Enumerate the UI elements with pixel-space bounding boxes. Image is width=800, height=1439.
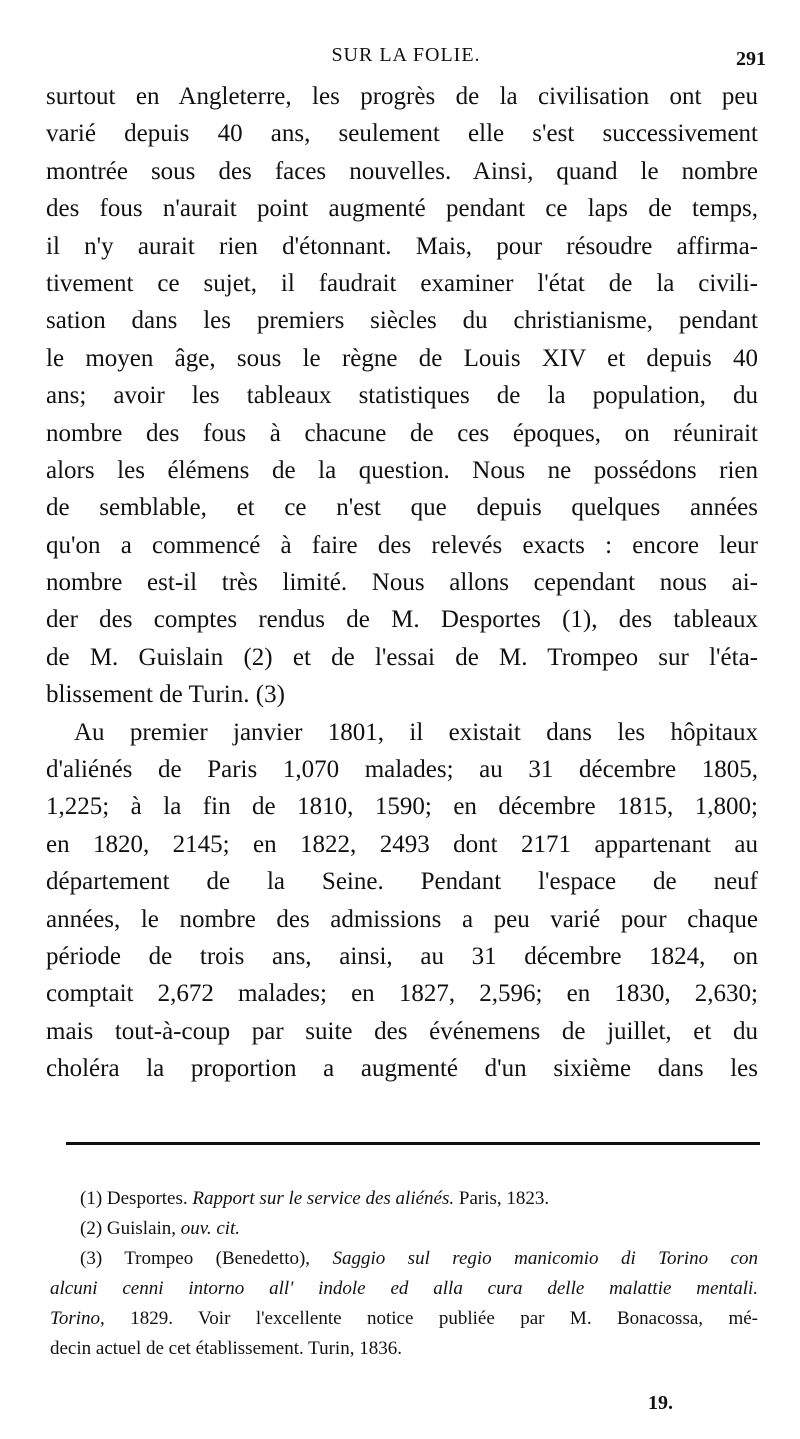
footnote-3-cont	[50, 1334, 758, 1364]
footnote-text: (3) Trompeo (Benedetto),	[80, 1248, 333, 1269]
footnotes	[50, 1184, 758, 1364]
text-line: comptait 2,672 malades; en 1827, 2,596; en 1830, 2,630;	[46, 980, 758, 1008]
footnote-title: ouv. cit.	[180, 1218, 241, 1239]
text-line: Au premier janvier 1801, il existait dans les hôpitaux	[74, 718, 758, 746]
text-line: qu'on a commencé à faire des relevés exacts : encore leur	[46, 531, 758, 559]
footnote-divider	[66, 1142, 760, 1145]
text-line: montrée sous des faces nouvelles. Ainsi, quand le nombre	[46, 157, 758, 185]
footnote-text: Paris, 1823.	[454, 1188, 550, 1209]
footnote-3	[50, 1244, 758, 1274]
text-line: ans; avoir les tableaux statistiques de la population, du	[46, 382, 758, 410]
footnote-title: alcuni cenni intorno all' indole ed alla cura delle malattie mentali.	[50, 1278, 758, 1299]
footnote-title: Saggio sul regio manicomio di Torino con	[332, 1248, 758, 1269]
text-line: surtout en Angleterre, les progrès de la civilisation ont peu	[46, 83, 758, 110]
text-line: période de trois ans, ainsi, au 31 décembre 1824, on	[46, 942, 758, 970]
text-line: de semblable, et ce n'est que depuis quelques années	[46, 494, 758, 522]
text-line: alors les élémens de la question. Nous ne possédons rien	[46, 456, 758, 484]
text-line: département de la Seine. Pendant l'espace de neuf	[46, 868, 758, 896]
footnote-text: decin actuel de cet établissement. Turin, 1836.	[50, 1338, 402, 1359]
running-head	[46, 44, 766, 74]
text-line: tivement ce sujet, il faudrait examiner l'état de la civili-	[46, 269, 758, 297]
text-line: nombre des fous à chacune de ces époques, on réunirait	[46, 419, 758, 447]
footnote-3-cont	[50, 1304, 758, 1334]
text-line: des fous n'aurait point augmenté pendant ce laps de temps,	[46, 195, 758, 223]
text-line: blissement de Turin. (3)	[46, 681, 285, 709]
footnote-text: , 1829. Voir l'excellente notice publiée par M. Bonacossa, mé-	[100, 1308, 758, 1329]
body-text	[46, 78, 758, 1088]
text-line: der des comptes rendus de M. Desportes (1), des tableaux	[46, 606, 758, 634]
text-line: nombre est-il très limité. Nous allons cependant nous ai-	[46, 569, 758, 597]
text-line: de M. Guislain (2) et de l'essai de M. Trompeo sur l'éta-	[46, 643, 758, 671]
text-line: d'aliénés de Paris 1,070 malades; au 31 décembre 1805,	[46, 756, 758, 784]
text-line: il n'y aurait rien d'étonnant. Mais, pour résoudre affirma-	[46, 232, 758, 260]
footnote-text: (1) Desportes.	[80, 1188, 193, 1209]
text-line: le moyen âge, sous le règne de Louis XIV et depuis 40	[46, 344, 758, 372]
text-line: choléra la proportion a augmenté d'un sixième dans les	[46, 1055, 758, 1083]
text-line: en 1820, 2145; en 1822, 2493 dont 2171 appartenant au	[46, 830, 758, 858]
text-line: mais tout-à-coup par suite des événemens de juillet, et du	[46, 1017, 758, 1045]
text-line: sation dans les premiers siècles du christianisme, pendant	[46, 307, 758, 335]
signature-mark: 19.	[648, 1392, 673, 1414]
text-line: 1,225; à la fin de 1810, 1590; en décembre 1815, 1,800;	[46, 793, 758, 821]
footnote-3-cont	[50, 1274, 758, 1304]
footnote-1	[50, 1184, 758, 1214]
text-line: années, le nombre des admissions a peu varié pour chaque	[46, 905, 758, 933]
running-title: SUR LA FOLIE.	[331, 44, 481, 66]
page-number: 291	[736, 48, 766, 70]
text-line: varié depuis 40 ans, seulement elle s'est successivement	[46, 120, 758, 148]
footnote-2	[50, 1214, 758, 1244]
footnote-place: Torino	[50, 1308, 100, 1329]
footnote-title: Rapport sur le service des aliénés.	[192, 1188, 455, 1209]
footnote-text: (2) Guislain,	[80, 1218, 181, 1239]
